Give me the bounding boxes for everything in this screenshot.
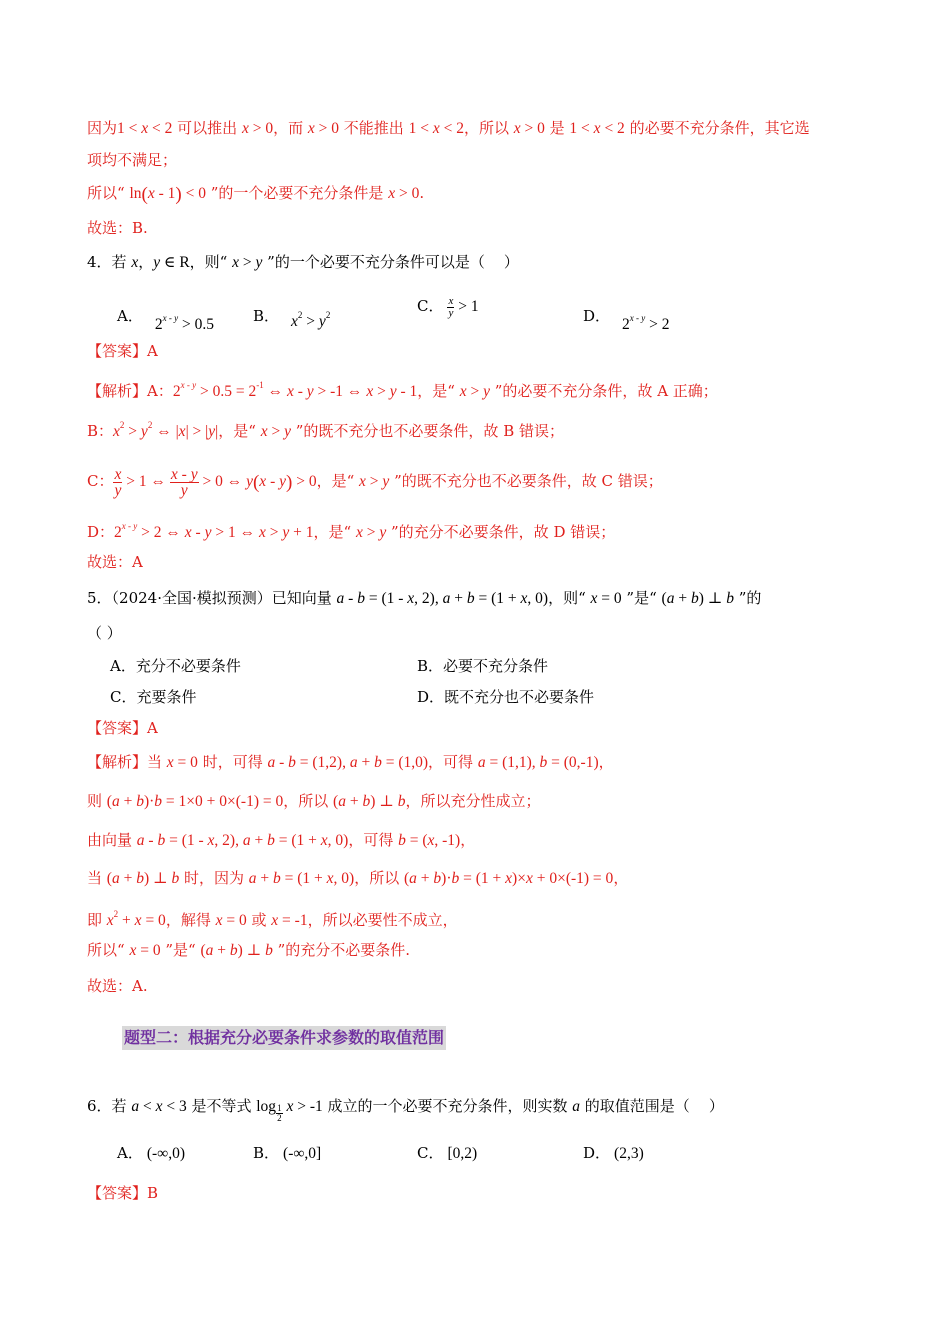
explanation-line: 【解析】A：$2^{x - y} > 0.5 = 2^{-1}$ ⇔ x - y > -1 ⇔ x > y - 1，是“ x > y ”的必要不充分条件，故 A 正确； xyxy=(87,380,718,400)
q5-option-a[interactable]: A．充分不必要条件 xyxy=(110,657,241,675)
question-4: 4．若 x，y ∈ R，则“ x > y ”的一个必要不充分条件可以是（ ） xyxy=(87,253,519,271)
explanation-line: 当 (a + b) ⊥ b 时，因为 a + b = (1 + x, 0)，所以 (a + b)·b = (1 + x)×x + 0×(-1) = 0， xyxy=(87,869,629,887)
q4-option-a[interactable]: A． $2^{x - y} > 0.5$ xyxy=(117,307,214,333)
answer-label: 【答案】A xyxy=(87,342,158,360)
question-5: 5．（2024·全国·模拟预测）已知向量 a - b = (1 - x, 2), a + b = (1 + x, 0)，则“ x = 0 ”是“ (a + b) ⊥ b ”的 xyxy=(87,589,762,607)
q4-option-c[interactable]: C． $\frac{x}{y}$ > 1 xyxy=(417,295,479,319)
q4-option-d[interactable]: D． $2^{x - y} > 2$ xyxy=(583,307,670,333)
q5-option-b[interactable]: B．必要不充分条件 xyxy=(417,657,549,675)
explanation-line: 因为1 < x < 2 可以推出 x > 0，而 x > 0 不能推出 1 < x < 2，所以 x > 0 是 1 < x < 2 的必要不充分条件，其它选 xyxy=(87,119,810,137)
answer-choice-line: 故选：A xyxy=(87,553,143,571)
explanation-line: 所以“ x = 0 ”是“ (a + b) ⊥ b ”的充分不必要条件. xyxy=(87,941,411,959)
q5-option-c[interactable]: C．充要条件 xyxy=(110,688,197,706)
explanation-line: 所以“ ln(x - 1) < 0 ”的一个必要不充分条件是 x > 0. xyxy=(87,184,425,205)
section-heading: 题型二：根据充分必要条件求参数的取值范围 xyxy=(122,1026,446,1050)
explanation-line: 即 $x^2 + x = 0$，解得 x = 0 或 x = -1，所以必要性不成立， xyxy=(87,909,458,929)
explanation-line: 由向量 a - b = (1 - x, 2), a + b = (1 + x, 0)，可得 b = (x, -1)， xyxy=(87,831,476,849)
q4-option-b[interactable]: B． $x^2 > y^2$ xyxy=(253,307,331,330)
answer-choice-line: 故选：B. xyxy=(87,219,148,237)
question-5-paren: （ ） xyxy=(87,624,122,642)
explanation-line: 则 (a + b)·b = 1×0 + 0×(-1) = 0，所以 (a + b) ⊥ b，所以充分性成立； xyxy=(87,792,541,810)
explanation-line: 项均不满足； xyxy=(87,151,178,169)
explanation-line: 【解析】当 x = 0 时，可得 a - b = (1,2), a + b = (1,0)，可得 a = (1,1), b = (0,-1)， xyxy=(87,753,614,771)
q6-option-d[interactable]: D． (2,3) xyxy=(583,1144,644,1162)
explanation-line: C： $\frac{x}{y}$ > 1 ⇔ $\frac{x - y}{y}$ > 0 ⇔ y(x - y) > 0，是“ x > y ”的既不充分也不必要条件，故 C 错误； xyxy=(87,466,663,499)
q5-option-d[interactable]: D．既不充分也不必要条件 xyxy=(417,688,595,706)
answer-choice-line: 故选：A. xyxy=(87,977,148,995)
answer-label: 【答案】B xyxy=(87,1184,159,1202)
q6-option-a[interactable]: A． (-∞,0) xyxy=(117,1144,186,1162)
q6-option-c[interactable]: C． [0,2) xyxy=(417,1144,478,1162)
explanation-line: D：$2^{x - y} > 2$ ⇔ x - y > 1 ⇔ x > y + 1，是“ x > y ”的充分不必要条件，故 D 错误； xyxy=(87,521,616,541)
answer-label: 【答案】A xyxy=(87,719,158,737)
q6-option-b[interactable]: B． (-∞,0] xyxy=(253,1144,322,1162)
question-6: 6．若 a < x < 3 是不等式 log $_{\frac{1}{2}}$ x > -1 成立的一个必要不充分条件，则实数 a 的取值范围是（ ） xyxy=(87,1097,724,1124)
explanation-line: B：$x^2 > y^2$ ⇔ |x| > |y|，是“ x > y ”的既不充分也不必要条件，故 B 错误； xyxy=(87,420,564,440)
